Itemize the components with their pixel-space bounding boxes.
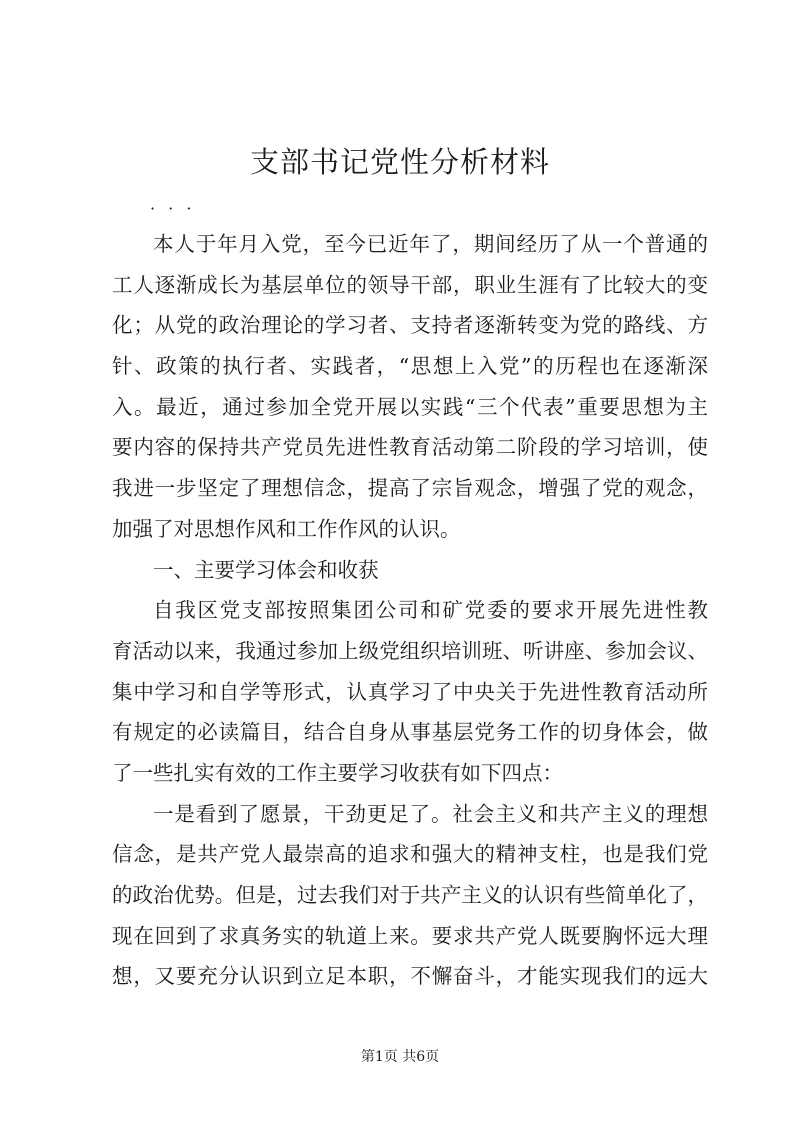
paragraph-point-one bbox=[112, 794, 708, 997]
document-body bbox=[112, 194, 708, 997]
paragraph-line: 现在回到了求真务实的轨道上来。要求共产党人既要胸怀远大理 bbox=[112, 923, 708, 948]
section-heading-text: 一、主要学习体会和收获 bbox=[153, 557, 379, 582]
paragraph-line: 想，又要充分认识到立足本职，不懈奋斗，才能实现我们的远大 bbox=[112, 964, 708, 989]
paragraph-line: 要内容的保持共产党员先进性教育活动第二阶段的学习培训，使 bbox=[112, 435, 708, 460]
paragraph-line: 育活动以来，我通过参加上级党组织培训班、听讲座、参加会议、 bbox=[112, 638, 708, 663]
paragraph-line: 了一些扎实有效的工作主要学习收获有如下四点： bbox=[112, 760, 563, 785]
paragraph-line: 信念，是共产党人最崇高的追求和强大的精神支柱，也是我们党 bbox=[112, 842, 708, 867]
document-title: 支部书记党性分析材料 bbox=[249, 145, 550, 179]
ellipsis-marker: · · · bbox=[150, 199, 196, 218]
paragraph-line: 集中学习和自学等形式，认真学习了中央关于先进性教育活动所 bbox=[112, 679, 708, 704]
paragraph-line: 入。最近，通过参加全党开展以实践“三个代表”重要思想为主 bbox=[112, 394, 708, 419]
paragraph-line: 自我区党支部按照集团公司和矿党委的要求开展先进性教 bbox=[153, 598, 708, 623]
paragraph-line: 加强了对思想作风和工作作风的认识。 bbox=[112, 516, 461, 541]
paragraph-line: 一是看到了愿景，干劲更足了。社会主义和共产主义的理想 bbox=[153, 801, 708, 826]
paragraph-line: 工人逐渐成长为基层单位的领导干部，职业生涯有了比较大的变 bbox=[112, 272, 708, 297]
paragraph-study bbox=[112, 590, 708, 793]
paragraph-line: 本人于年月入党，至今已近年了，期间经历了从一个普通的 bbox=[153, 232, 708, 256]
paragraph-line: 针、政策的执行者、实践者，“思想上入党”的历程也在逐渐深 bbox=[112, 354, 708, 379]
paragraph-line: 化；从党的政治理论的学习者、支持者逐渐转变为党的路线、方 bbox=[112, 313, 708, 338]
paragraph-line: 有规定的必读篇目，结合自身从事基层党务工作的切身体会，做 bbox=[112, 720, 708, 745]
paragraph-line: 我进一步坚定了理想信念，提高了宗旨观念，增强了党的观念， bbox=[112, 476, 708, 501]
paragraph-line: 的政治优势。但是，过去我们对于共产主义的认识有些简单化了， bbox=[112, 883, 708, 907]
section-heading bbox=[112, 550, 708, 591]
paragraph-intro bbox=[112, 224, 708, 550]
page-footer: 第1页 共6页 bbox=[360, 1049, 440, 1065]
